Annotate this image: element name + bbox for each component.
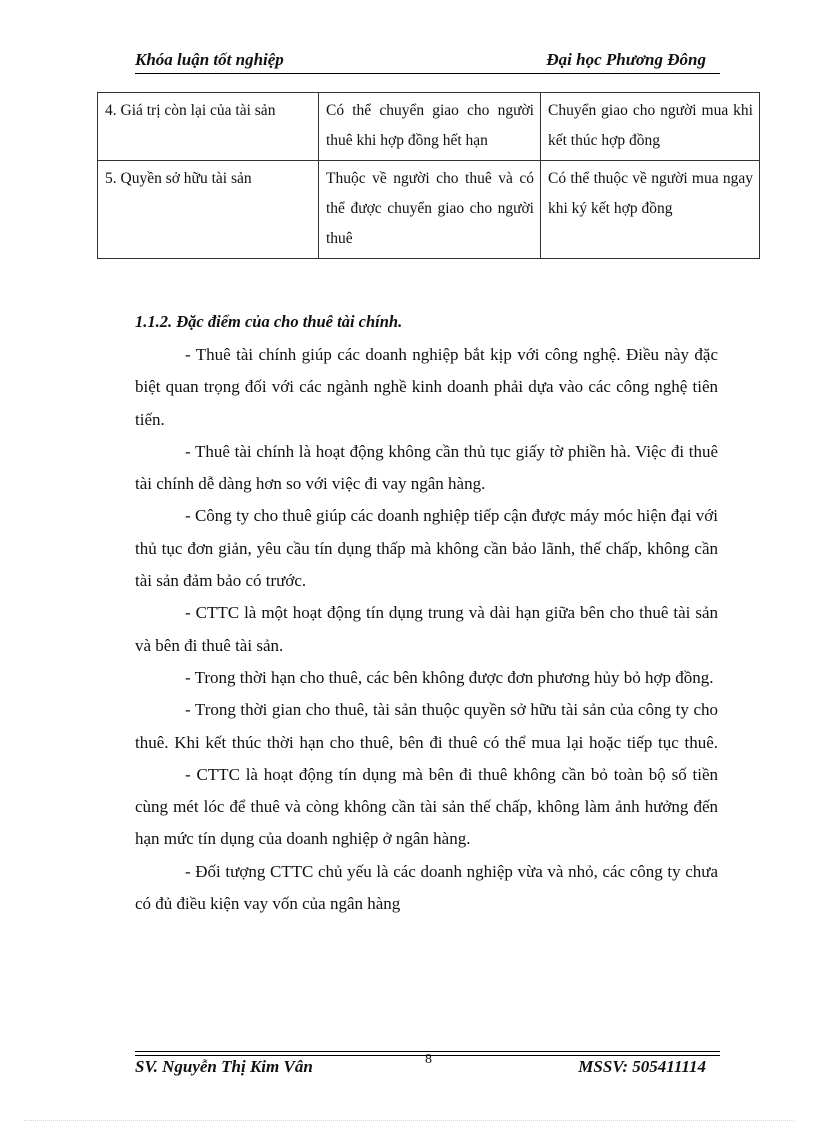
paragraph: - Thuê tài chính giúp các doanh nghiệp bắt kịp với công nghệ. Điều này đặc biệt quan trọng đối với các ngành nghề kinh doanh phải dựa vào các công nghệ tiên tiến. [135, 345, 718, 429]
footer-student-id: MSSV: 505411114 [578, 1057, 706, 1076]
section-body [135, 339, 718, 920]
page-header [135, 47, 720, 74]
paragraph: - CTTC là hoạt động tín dụng mà bên đi thuê không cần bỏ toàn bộ số tiền cùng mét lóc để thuê và còng không cần tài sản thế chấp, không làm ảnh hưởng đến hạn mức tín dụng của doanh nghiệp ở ngân hàng. [135, 764, 718, 849]
header-thesis-label: Khóa luận tốt nghiệp [135, 50, 284, 69]
table-row [98, 93, 760, 161]
page-edge-divider [24, 1120, 794, 1121]
paragraph: - CTTC là một hoạt động tín dụng trung và dài hạn giữa bên cho thuê tài sản và bên đi thuê tài sản. [135, 603, 718, 655]
page-number: 8 [425, 1052, 432, 1067]
footer-student-name: SV. Nguyễn Thị Kim Vân [135, 1057, 313, 1076]
table-cell-criterion: 4. Giá trị còn lại của tài sản [98, 93, 319, 161]
paragraph: - Trong thời gian cho thuê, tài sản thuộc quyền sở hữu tài sản của công ty cho thuê. Khi kết thúc thời hạn cho thuê, bên đi thuê có thể mua lại hoặc tiếp tục thuê. [135, 700, 718, 752]
paragraph: - Thuê tài chính là hoạt động không cần thủ tục giấy tờ phiền hà. Việc đi thuê tài chính dễ dàng hơn so với việc đi vay ngân hàng. [135, 441, 718, 494]
table-cell-installment: Chuyển giao cho người mua khi kết thúc hợp đồng [541, 93, 760, 161]
paragraph: - Công ty cho thuê giúp các doanh nghiệp tiếp cận được máy móc hiện đại với thủ tục đơn giản, yêu cầu tín dụng thấp mà không cần bảo lãnh, thế chấp, không cần tài sản đảm bảo có trước. [135, 506, 718, 591]
page-footer [135, 1052, 720, 1081]
table-cell-installment: Có thể thuộc về người mua ngay khi ký kết hợp đồng [541, 161, 760, 259]
table-row [98, 161, 760, 259]
paragraph: - Trong thời hạn cho thuê, các bên không được đơn phương hủy bỏ hợp đồng. [185, 667, 714, 687]
table-cell-criterion: 5. Quyền sở hữu tài sản [98, 161, 319, 259]
section-heading: 1.1.2. Đặc điểm của cho thuê tài chính. [135, 312, 403, 331]
table-cell-finance-lease: Có thể chuyển giao cho người thuê khi hợp đồng hết hạn [319, 93, 541, 161]
paragraph: - Đối tượng CTTC chủ yếu là các doanh nghiệp vừa và nhỏ, các công ty chưa có đủ điều kiện vay vốn của ngân hàng [135, 861, 718, 914]
header-university-name: Đại học Phương Đông [546, 50, 706, 69]
comparison-table [97, 92, 760, 259]
table-cell-finance-lease: Thuộc về người cho thuê và có thể được chuyển giao cho người thuê [319, 161, 541, 259]
